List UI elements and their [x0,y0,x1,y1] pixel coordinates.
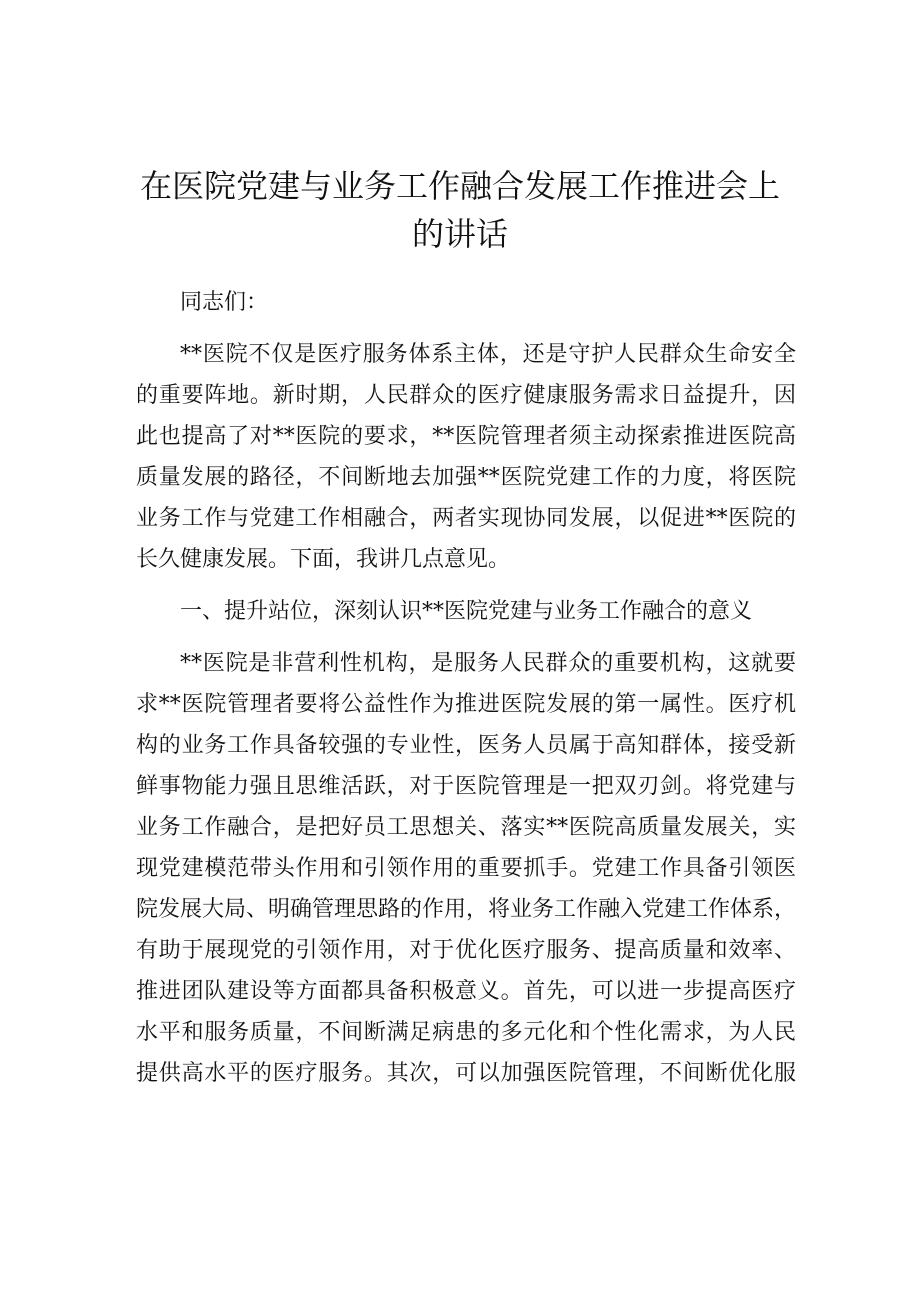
paragraph-line: 业务工作融合，是把好员工思想关、落实**医院高质量发展关，实 [136,815,796,840]
paragraph-line: 构的业务工作具备较强的专业性，医务人员属于高知群体，接受新 [136,733,796,758]
paragraph-line: **医院是非营利性机构，是服务人民群众的重要机构，这就要 [180,651,796,676]
paragraph-line: 现党建模范带头作用和引领作用的重要抓手。党建工作具备引领医 [136,856,796,881]
paragraph-line: 业务工作与党建工作相融合，两者实现协同发展，以促进**医院的 [136,506,796,531]
paragraph-line: 质量发展的路径，不间断地去加强**医院党建工作的力度，将医院 [136,465,796,490]
paragraph-line: 水平和服务质量，不间断满足病患的多元化和个性化需求，为人民 [136,1020,796,1045]
greeting: 同志们： [180,290,269,315]
paragraph-line: 鲜事物能力强且思维活跃，对于医院管理是一把双刃剑。将党建与 [136,774,796,799]
section-heading-1: 一、提升站位，深刻认识**医院党建与业务工作融合的意义 [180,599,753,624]
paragraph-line: 院发展大局、明确管理思路的作用，将业务工作融入党建工作体系， [136,897,797,922]
paragraph-line: 有助于展现党的引领作用，对于优化医疗服务、提高质量和效率、 [136,938,796,963]
paragraph-line: 求**医院管理者要将公益性作为推进医院发展的第一属性。医疗机 [136,692,796,717]
paragraph-line: 推进团队建设等方面都具备积极意义。首先，可以进一步提高医疗 [136,979,796,1004]
paragraph-line: 长久健康发展。下面，我讲几点意见。 [136,547,511,572]
paragraph-line: 提供高水平的医疗服务。其次，可以加强医院管理，不间断优化服 [136,1061,796,1086]
page-title [120,162,800,258]
paragraph-line: **医院不仅是医疗服务体系主体，还是守护人民群众生命安全 [180,342,796,367]
title-line-2: 的讲话 [411,215,508,253]
paragraph-line: 的重要阵地。新时期，人民群众的医疗健康服务需求日益提升，因 [136,383,796,408]
title-line-1: 在医院党建与业务工作融合发展工作推进会上 [139,167,780,205]
paragraph-line: 此也提高了对**医院的要求，**医院管理者须主动探索推进医院高 [136,424,796,449]
